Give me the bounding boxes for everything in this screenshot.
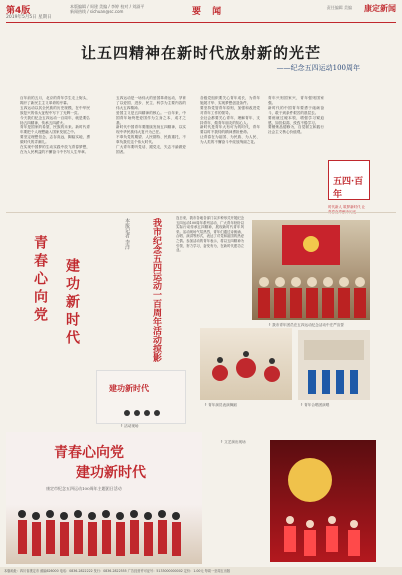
feature-headline: 我市纪念五四运动一百周年活动掠影: [151, 218, 161, 362]
paragraph: 新时代的中国青年要勇于砥砺奋斗，敢于到条件艰苦的基层去。: [268, 105, 324, 115]
stage-large-art: [6, 432, 202, 564]
slogan-right: 建功新时代: [64, 258, 80, 348]
photo-stage-small: [96, 370, 186, 424]
article-column-4: [268, 96, 324, 135]
header-rule: [6, 22, 396, 23]
masthead: 康定新闻: [364, 3, 396, 13]
photo-choir-art: [298, 330, 370, 400]
paragraph: 各级党组织要关心青年成长，为青年施展才华、实现梦想创造条件。: [200, 96, 260, 105]
article-column-2: [116, 96, 186, 155]
photo-pledge-art: [252, 220, 370, 320]
photo-stage-large: [6, 432, 202, 564]
photo-performance-art: [270, 440, 376, 562]
stage-subtitle: 康定市纪念五四运动100周年主题团日活动: [46, 486, 122, 491]
section-divider: [6, 212, 396, 213]
slogan-left: 青春心向党: [32, 235, 48, 325]
paragraph: 五四运动是一场伟大的爱国革命运动，孕育了以爱国、进步、民主、科学为主要内容的伟大五四精神。: [116, 96, 186, 110]
article-title: 让五四精神在新时代放射新的光芒: [80, 44, 321, 62]
paragraph: 要坚持党管青年原则，加强和改进党对青年工作的领导。: [200, 105, 260, 115]
paragraph: 在实现中国梦的生动实践中放飞青春梦想，在为人民利益的不懈奋斗中书写人生华章。: [20, 145, 90, 154]
paragraph: 不辜负党的期望、人民期待、民族重托，不辜负我们这个伟大时代。: [116, 135, 186, 145]
paragraph: 让青春在为祖国、为民族、为人民、为人类的不懈奋斗中绽放绚丽之花。: [200, 135, 260, 145]
page-number: 第4版: [6, 6, 31, 16]
paragraph: 青年兴则国家兴，青年强则国家强。: [268, 96, 324, 105]
paragraph: 新时代中国青年要继续发扬五四精神，以实现中华民族伟大复兴为己任。: [116, 125, 186, 135]
article-column-1: [20, 96, 90, 155]
staff-hotline: 新闻热线 / sichuan@sc.com: [70, 9, 124, 14]
staff-credits: [70, 4, 180, 14]
caption-pledge: ↑ 我市青年团员在五四运动纪念活动中庄严宣誓: [268, 323, 345, 327]
stage-banner-small: 建功新时代: [109, 383, 149, 393]
photo-pledge: [252, 220, 370, 320]
side-caption: 时代新人 筑梦新时代 让: [328, 205, 366, 209]
stage-small-art: [97, 371, 185, 423]
side-illustration: [328, 160, 370, 200]
paragraph: 要练就过硬本领，增强学习紧迫感，如饥似渴、孜孜不倦学习。: [268, 115, 324, 125]
side-heading: 五四·百年: [333, 177, 364, 200]
issue-date: 2019年5月5日 星期日: [6, 15, 52, 20]
paragraph: 爱国主义是五四精神的核心。一百年来，中国青年始终把爱国作为立身之本、成才之基。: [116, 110, 186, 125]
stage-banner-large-2: 建功新时代: [76, 465, 146, 481]
footer: 本版地址：四川省康定市 邮编626000 电话：0836-2822222 发行：0836-2822555 广告经营许可证号：5133000000002 定价：1.00元 每周一至周五出版: [0, 567, 402, 575]
edit-note: 责任编辑 美编: [326, 5, 352, 10]
paragraph: 新时代是青年大有可为的时代，青年要以时不我待的精神勇担使命。: [200, 125, 260, 135]
staff-line: 本版编辑 / 周建 美编 / 李婷 校对 / 刘淑平: [70, 4, 145, 9]
caption-stage-small: ↑ 活动现场: [120, 424, 139, 428]
paragraph: 要坚定理想信念，志存高远，脚踏实地，勇做时代的弄潮儿。: [20, 135, 90, 145]
caption-dance: ↑ 青年演员表演舞蹈: [204, 403, 237, 407]
article-column-3: [200, 96, 260, 145]
feature-body: 连日来，我市各地各部门以多种形式开展纪念五四运动100周年系列活动，广大青年纷纷以实际行动传承五四精神，展现新时代青年风采。活动现场气氛热烈，青年们通过诗朗诵、合唱、演讲等形式，表达了对党和祖国的热爱之情。参加活动的青年表示，将以五四精神为引领，努力学习，奋发有为，在新时代建功立业。: [176, 216, 244, 253]
paragraph: 五四运动以其全民族的历史规模，在中华民族复兴的伟大征程中写下了光辉一页。: [20, 105, 90, 115]
photo-dance: [200, 328, 292, 400]
paragraph: 百年前的五月，北京的青年学生走上街头，揭开了新民主主义革命的序幕。: [20, 96, 90, 105]
paragraph: 要锤炼品德修为，自觉树立和践行社会主义核心价值观。: [268, 125, 324, 135]
paragraph: 广大青年要听党话、跟党走，矢志不渝做爱国者。: [116, 145, 186, 154]
paragraph: 全社会都要关心青年、理解青年、支持青年，做青年朋友的知心人。: [200, 115, 260, 125]
paragraph: 今天我们纪念五四运动一百周年，就是要弘扬五四精神，传承五四薪火。: [20, 115, 90, 125]
article-subtitle: ——纪念五四运动100周年: [276, 64, 360, 72]
caption-performance: ↑ 文艺演出现场: [220, 440, 246, 444]
photo-choir: [298, 330, 370, 400]
paragraph: 青年是国家的希望，民族的未来。新时代青年要把个人理想融入国家发展之中。: [20, 125, 90, 135]
feature-byline: 本报记者 李洋: [124, 218, 130, 250]
photo-dance-art: [200, 328, 292, 400]
section-title: 要 闻: [192, 7, 226, 17]
photo-performance: [270, 440, 376, 562]
caption-choir: ↑ 青年合唱团演唱: [300, 403, 330, 407]
stage-banner-large-1: 青春心向党: [54, 445, 124, 461]
